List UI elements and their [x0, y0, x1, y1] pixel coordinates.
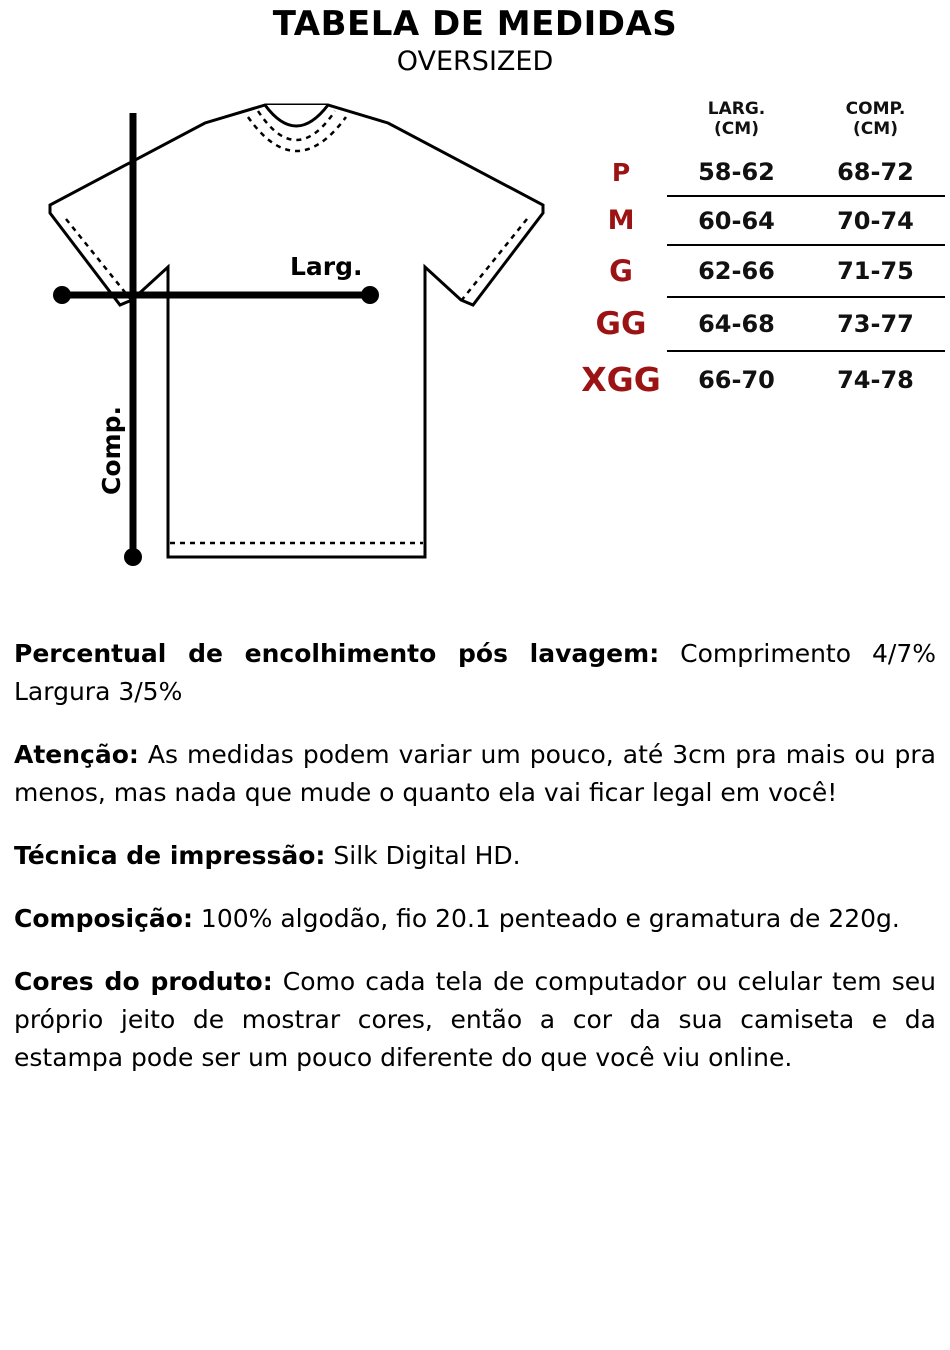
note-print-technique-text: Silk Digital HD. — [325, 841, 521, 870]
note-colors-label: Cores do produto: — [14, 967, 273, 996]
diagram-length-label: Comp. — [97, 406, 126, 496]
note-attention-text: As medidas podem variar um pouco, até 3cm pra mais ou pra menos, mas nada que mude o quanto ela vai ficar legal em você! — [14, 740, 936, 807]
length-value: 71-75 — [806, 245, 945, 297]
column-header-width — [667, 99, 806, 149]
length-value: 70-74 — [806, 196, 945, 245]
length-value: 74-78 — [806, 351, 945, 408]
width-value: 64-68 — [667, 297, 806, 351]
width-value: 60-64 — [667, 196, 806, 245]
table-row — [575, 351, 945, 408]
column-header-length — [806, 99, 945, 149]
size-table — [575, 99, 945, 408]
note-print-technique-label: Técnica de impressão: — [14, 841, 326, 870]
page-title: TABELA DE MEDIDAS — [272, 4, 678, 44]
note-attention — [14, 736, 936, 812]
table-row — [575, 196, 945, 245]
table-header-row — [575, 99, 945, 149]
note-composition-text: 100% algodão, fio 20.1 penteado e gramatura de 220g. — [192, 904, 900, 933]
product-notes — [14, 610, 936, 1077]
column-header-length-line1: COMP. — [845, 99, 906, 120]
width-value: 66-70 — [667, 351, 806, 408]
size-label: G — [609, 254, 633, 289]
tshirt-outline-icon — [20, 95, 580, 575]
note-print-technique — [14, 837, 936, 875]
chart-top-section — [0, 79, 950, 587]
width-value: 58-62 — [698, 158, 775, 187]
note-composition — [14, 900, 936, 938]
size-label: P — [611, 158, 631, 188]
note-attention-label: Atenção: — [14, 740, 139, 769]
note-shrinkage — [14, 635, 936, 711]
size-label: M — [607, 205, 635, 237]
size-label: XGG — [581, 360, 661, 400]
column-header-length-line2: (CM) — [853, 118, 898, 139]
header — [0, 0, 950, 79]
length-value: 68-72 — [837, 158, 914, 187]
note-composition-label: Composição: — [14, 904, 193, 933]
column-header-size — [575, 99, 667, 149]
note-colors-text: Como cada tela de computador ou celular tem seu próprio jeito de mostrar cores, então a cor da sua camiseta e da estampa pode ser um pouco diferente do que você viu online. — [14, 967, 936, 1072]
size-table-container — [575, 99, 945, 408]
table-row — [575, 297, 945, 351]
note-shrinkage-text: Comprimento 4/7% Largura 3/5% — [14, 639, 936, 706]
table-row — [575, 245, 945, 297]
width-value: 62-66 — [667, 245, 806, 297]
table-row — [575, 149, 945, 196]
length-value: 73-77 — [806, 297, 945, 351]
tshirt-diagram — [20, 95, 580, 575]
note-shrinkage-label: Percentual de encolhimento pós lavagem: — [14, 639, 660, 668]
page-subtitle: OVERSIZED — [396, 46, 554, 78]
column-header-width-line1: LARG. — [707, 99, 766, 120]
column-header-width-line2: (CM) — [714, 118, 759, 139]
diagram-width-label: Larg. — [290, 252, 363, 282]
size-label: GG — [595, 306, 647, 343]
note-colors — [14, 963, 936, 1077]
